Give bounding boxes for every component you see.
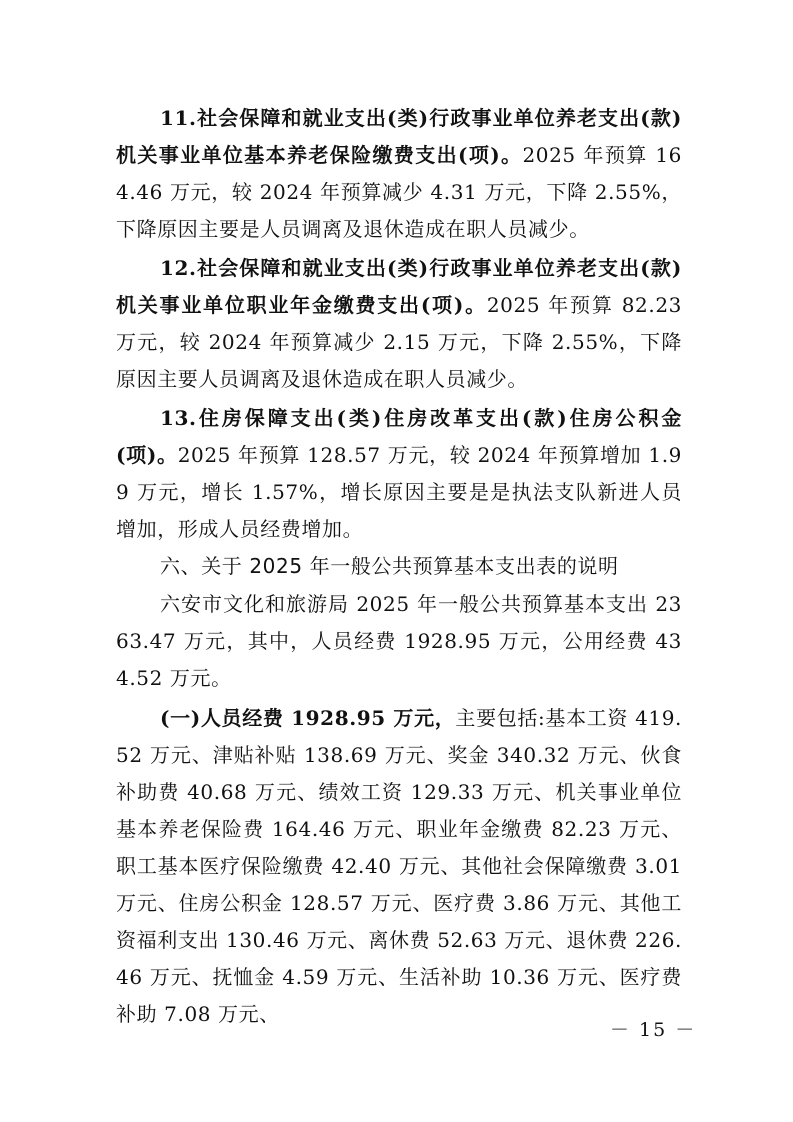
paragraph-item-11-body: 2025 年预算 164.46 万元，较 2024 年预算减少 4.31 万元，下降 2.55%，下降原因主要是人员调离及退休造成在职人员减少。 <box>116 143 682 241</box>
paragraph-item-11-title: 11.社会保障和就业支出(类)行政事业单位养老支出(款)机关事业单位基本养老保险缴费支出(项)。 <box>116 106 682 167</box>
paragraph-item-13-title: 13.住房保障支出(类)住房改革支出(款)住房公积金(项)。 <box>116 406 682 467</box>
paragraph-item-13 <box>116 400 682 548</box>
section-heading-six: 六、关于 2025 年一般公共预算基本支出表的说明 <box>160 554 619 578</box>
paragraph-item-13-body: 2025 年预算 128.57 万元，较 2024 年预算增加 1.99 万元，增长 1.57%，增长原因主要是是执法支队新进人员增加，形成人员经费增加。 <box>116 443 683 541</box>
personnel-expense-title: (一)人员经费 1928.95 万元， <box>160 706 456 730</box>
page-number: － 15 － <box>610 1019 697 1041</box>
paragraph-item-12-title: 12.社会保障和就业支出(类)行政事业单位养老支出(款)机关事业单位职业年金缴费支出(项)。 <box>116 256 682 317</box>
paragraph-item-12-body: 2025 年预算 82.23 万元，较 2024 年预算减少 2.15 万元，下降 2.55%，下降原因主要人员调离及退休造成在职人员减少。 <box>116 293 682 391</box>
paragraph-item-12 <box>116 250 682 398</box>
personnel-expense-paragraph <box>116 700 682 1033</box>
paragraph-item-11 <box>116 100 682 248</box>
section-six-summary: 六安市文化和旅游局 2025 年一般公共预算基本支出 2363.47 万元，其中，人员经费 1928.95 万元，公用经费 434.52 万元。 <box>116 592 682 690</box>
personnel-expense-body: 主要包括:基本工资 419.52 万元、津贴补贴 138.69 万元、奖金 340.32 万元、伙食补助费 40.68 万元、绩效工资 129.33 万元、机关事业单位基本养老保险费 164.46 万元、职业年金缴费 82.23 万元、职工基本医疗保险缴费 42.40 万元、其他社会保障缴费 3.01 万元、住房公积金 128.57 万元、医疗费 3.86 万元、其他工资福利支出 130.46 万元、离休费 52.63 万元、退休费 226.46 万元、抚恤金 4.59 万元、生活补助 10.36 万元、医疗费补助 7.08 万元、 <box>116 706 683 1026</box>
